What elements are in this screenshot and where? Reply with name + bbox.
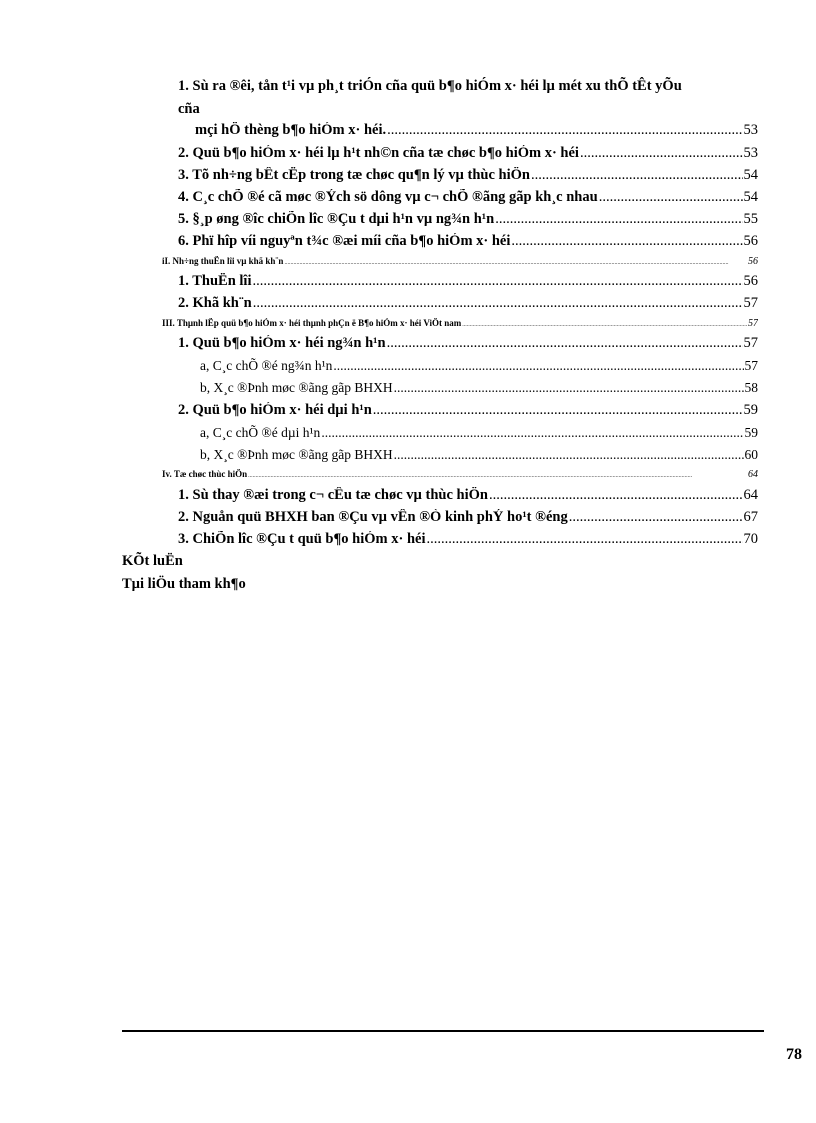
toc-entry-label: 6. Phï hîp víi nguyªn t¾c ®æi míi cña b¶o hiÓm x· héi (178, 233, 511, 249)
toc-leader-dots (531, 167, 743, 184)
toc-entry-label: 4. C¸c chÕ ®é cã møc ®Ých sö dông vµ c¬ chÕ ®ãng gãp kh¸c nhau (178, 189, 598, 205)
toc-page-number: 53 (743, 145, 758, 161)
toc-page-number: 53 (743, 122, 758, 138)
toc-leader-dots (394, 447, 744, 463)
toc-leader-dots (373, 402, 743, 419)
toc-entry-label: 1. ThuËn lîi (178, 273, 252, 289)
toc-entry-investment-strategy[interactable] (178, 531, 758, 548)
toc-entry-label: 3. ChiÕn lîc ®Çu t quü b¶o hiÓm x· héi (178, 531, 426, 547)
toc-entry-short-term-regimes[interactable] (200, 358, 758, 374)
toc-leader-dots (569, 509, 743, 526)
toc-entry-1-line2: cña (178, 101, 200, 117)
toc-page-number: 58 (744, 380, 758, 395)
toc-leader-dots (427, 531, 743, 548)
toc-page-number: 55 (743, 211, 758, 227)
toc-entry-label: 3. Tõ nh÷ng bÊt cËp trong tæ chøc qu¶n lý vµ thùc hiÖn (178, 167, 530, 183)
toc-entry-label: 2. Nguån quü BHXH ban ®Çu vµ vÊn ®Ò kinh phÝ ho¹t ®éng (178, 509, 568, 525)
toc-entry-long-term-regimes[interactable] (200, 425, 758, 441)
toc-leader-dots (333, 358, 743, 374)
toc-entry-label: 5. §¸p øng ®îc chiÕn lîc ®Çu t dµi h¹n vµ ng¾n h¹n (178, 211, 495, 227)
toc-page-number: 59 (744, 425, 758, 440)
toc-references[interactable]: Tµi liÖu tham kh¶o (122, 576, 246, 592)
toc-leader-dots (253, 295, 743, 312)
toc-leader-dots (248, 473, 747, 479)
toc-leader-dots (495, 211, 742, 228)
toc-entry-label: III. Thµnh lËp quü b¶o hiÓm x· héi thµnh phÇn ë B¶o hiÓm x· héi ViÖt nam (162, 318, 462, 328)
toc-entry-label: 1. Quü b¶o hiÓm x· héi ng¾n h¹n (178, 335, 386, 351)
toc-entry-1[interactable] (195, 122, 758, 139)
toc-leader-dots (580, 145, 743, 162)
toc-entry-difficulties[interactable] (178, 295, 758, 312)
toc-section-iv[interactable] (162, 469, 758, 480)
toc-leader-dots (387, 122, 742, 139)
toc-page-number: 64 (743, 487, 758, 503)
toc-page-number: 56 (743, 233, 758, 249)
toc-page-number: 57 (743, 295, 758, 311)
toc-page-number: 54 (743, 189, 758, 205)
toc-leader-dots (387, 335, 743, 352)
toc-entry-label: a, C¸c chÕ ®é dµi h¹n (200, 425, 321, 440)
toc-entry-label: b, X¸c ®Þnh møc ®ãng gãp BHXH (200, 447, 393, 462)
toc-entry-label: a, C¸c chÕ ®é ng¾n h¹n (200, 358, 333, 373)
toc-entry-label: b, X¸c ®Þnh møc ®ãng gãp BHXH (200, 380, 393, 395)
toc-entry-3[interactable] (178, 167, 758, 184)
toc-section-iii[interactable] (162, 318, 758, 329)
toc-entry-restructure[interactable] (178, 487, 758, 504)
toc-entry-long-term-fund[interactable] (178, 402, 758, 419)
toc-leader-dots (394, 380, 744, 396)
toc-leader-dots (462, 322, 747, 328)
toc-entry-5[interactable] (178, 211, 758, 228)
toc-entry-label: Iv. Tæ chøc thùc hiÖn (162, 469, 248, 479)
toc-conclusion[interactable]: KÕt luËn (122, 553, 183, 569)
toc-entry-1-line1: 1. Sù ra ®êi, tån t¹i vµ ph¸t triÓn cña quü b¶o hiÓm x· héi lµ mét xu thÕ tÊt yÕu (178, 78, 682, 94)
toc-entry-long-term-contribution[interactable] (200, 447, 758, 463)
toc-entry-2[interactable] (178, 145, 758, 162)
toc-entry-label: 2. Khã kh¨n (178, 295, 252, 311)
toc-page-number: 57 (744, 358, 758, 373)
page-number: 78 (786, 1046, 802, 1063)
toc-leader-dots (489, 487, 743, 504)
toc-leader-dots (321, 425, 743, 441)
toc-leader-dots (511, 233, 742, 250)
toc-entry-label: 1. Sù thay ®æi trong c¬ cÊu tæ chøc vµ thùc hiÖn (178, 487, 488, 503)
toc-page-number: 54 (743, 167, 758, 183)
footer-rule (122, 1030, 764, 1032)
toc-page-number: 57 (748, 318, 758, 329)
toc-page-number: 70 (743, 531, 758, 547)
toc-page-number: 64 (748, 469, 758, 480)
toc-leader-dots (252, 273, 742, 290)
toc-entry-label: 2. Quü b¶o hiÓm x· héi dµi h¹n (178, 402, 372, 418)
toc-entry-6[interactable] (178, 233, 758, 250)
toc-leader-dots (284, 260, 747, 266)
toc-entry-short-term-contribution[interactable] (200, 380, 758, 396)
toc-leader-dots (599, 189, 743, 206)
toc-entry-label: 2. Quü b¶o hiÓm x· héi lµ h¹t nh©n cña tæ chøc b¶o hiÓm x· héi (178, 145, 579, 161)
toc-section-ii[interactable] (162, 256, 758, 267)
toc-page-number: 67 (743, 509, 758, 525)
toc-entry-label: iI. Nh÷ng thuËn lîi vµ khã kh¨n (162, 256, 284, 266)
toc-entry-advantages[interactable] (178, 273, 758, 290)
toc-entry-label: mçi hÖ thèng b¶o hiÓm x· héi. (195, 122, 387, 138)
toc-page-number: 60 (744, 447, 758, 462)
toc-entry-initial-fund[interactable] (178, 509, 758, 526)
toc-page-number: 57 (743, 335, 758, 351)
toc-page-number: 59 (743, 402, 758, 418)
toc-page-number: 56 (748, 256, 758, 267)
toc-entry-4[interactable] (178, 189, 758, 206)
toc-entry-short-term-fund[interactable] (178, 335, 758, 352)
toc-page-number: 56 (743, 273, 758, 289)
